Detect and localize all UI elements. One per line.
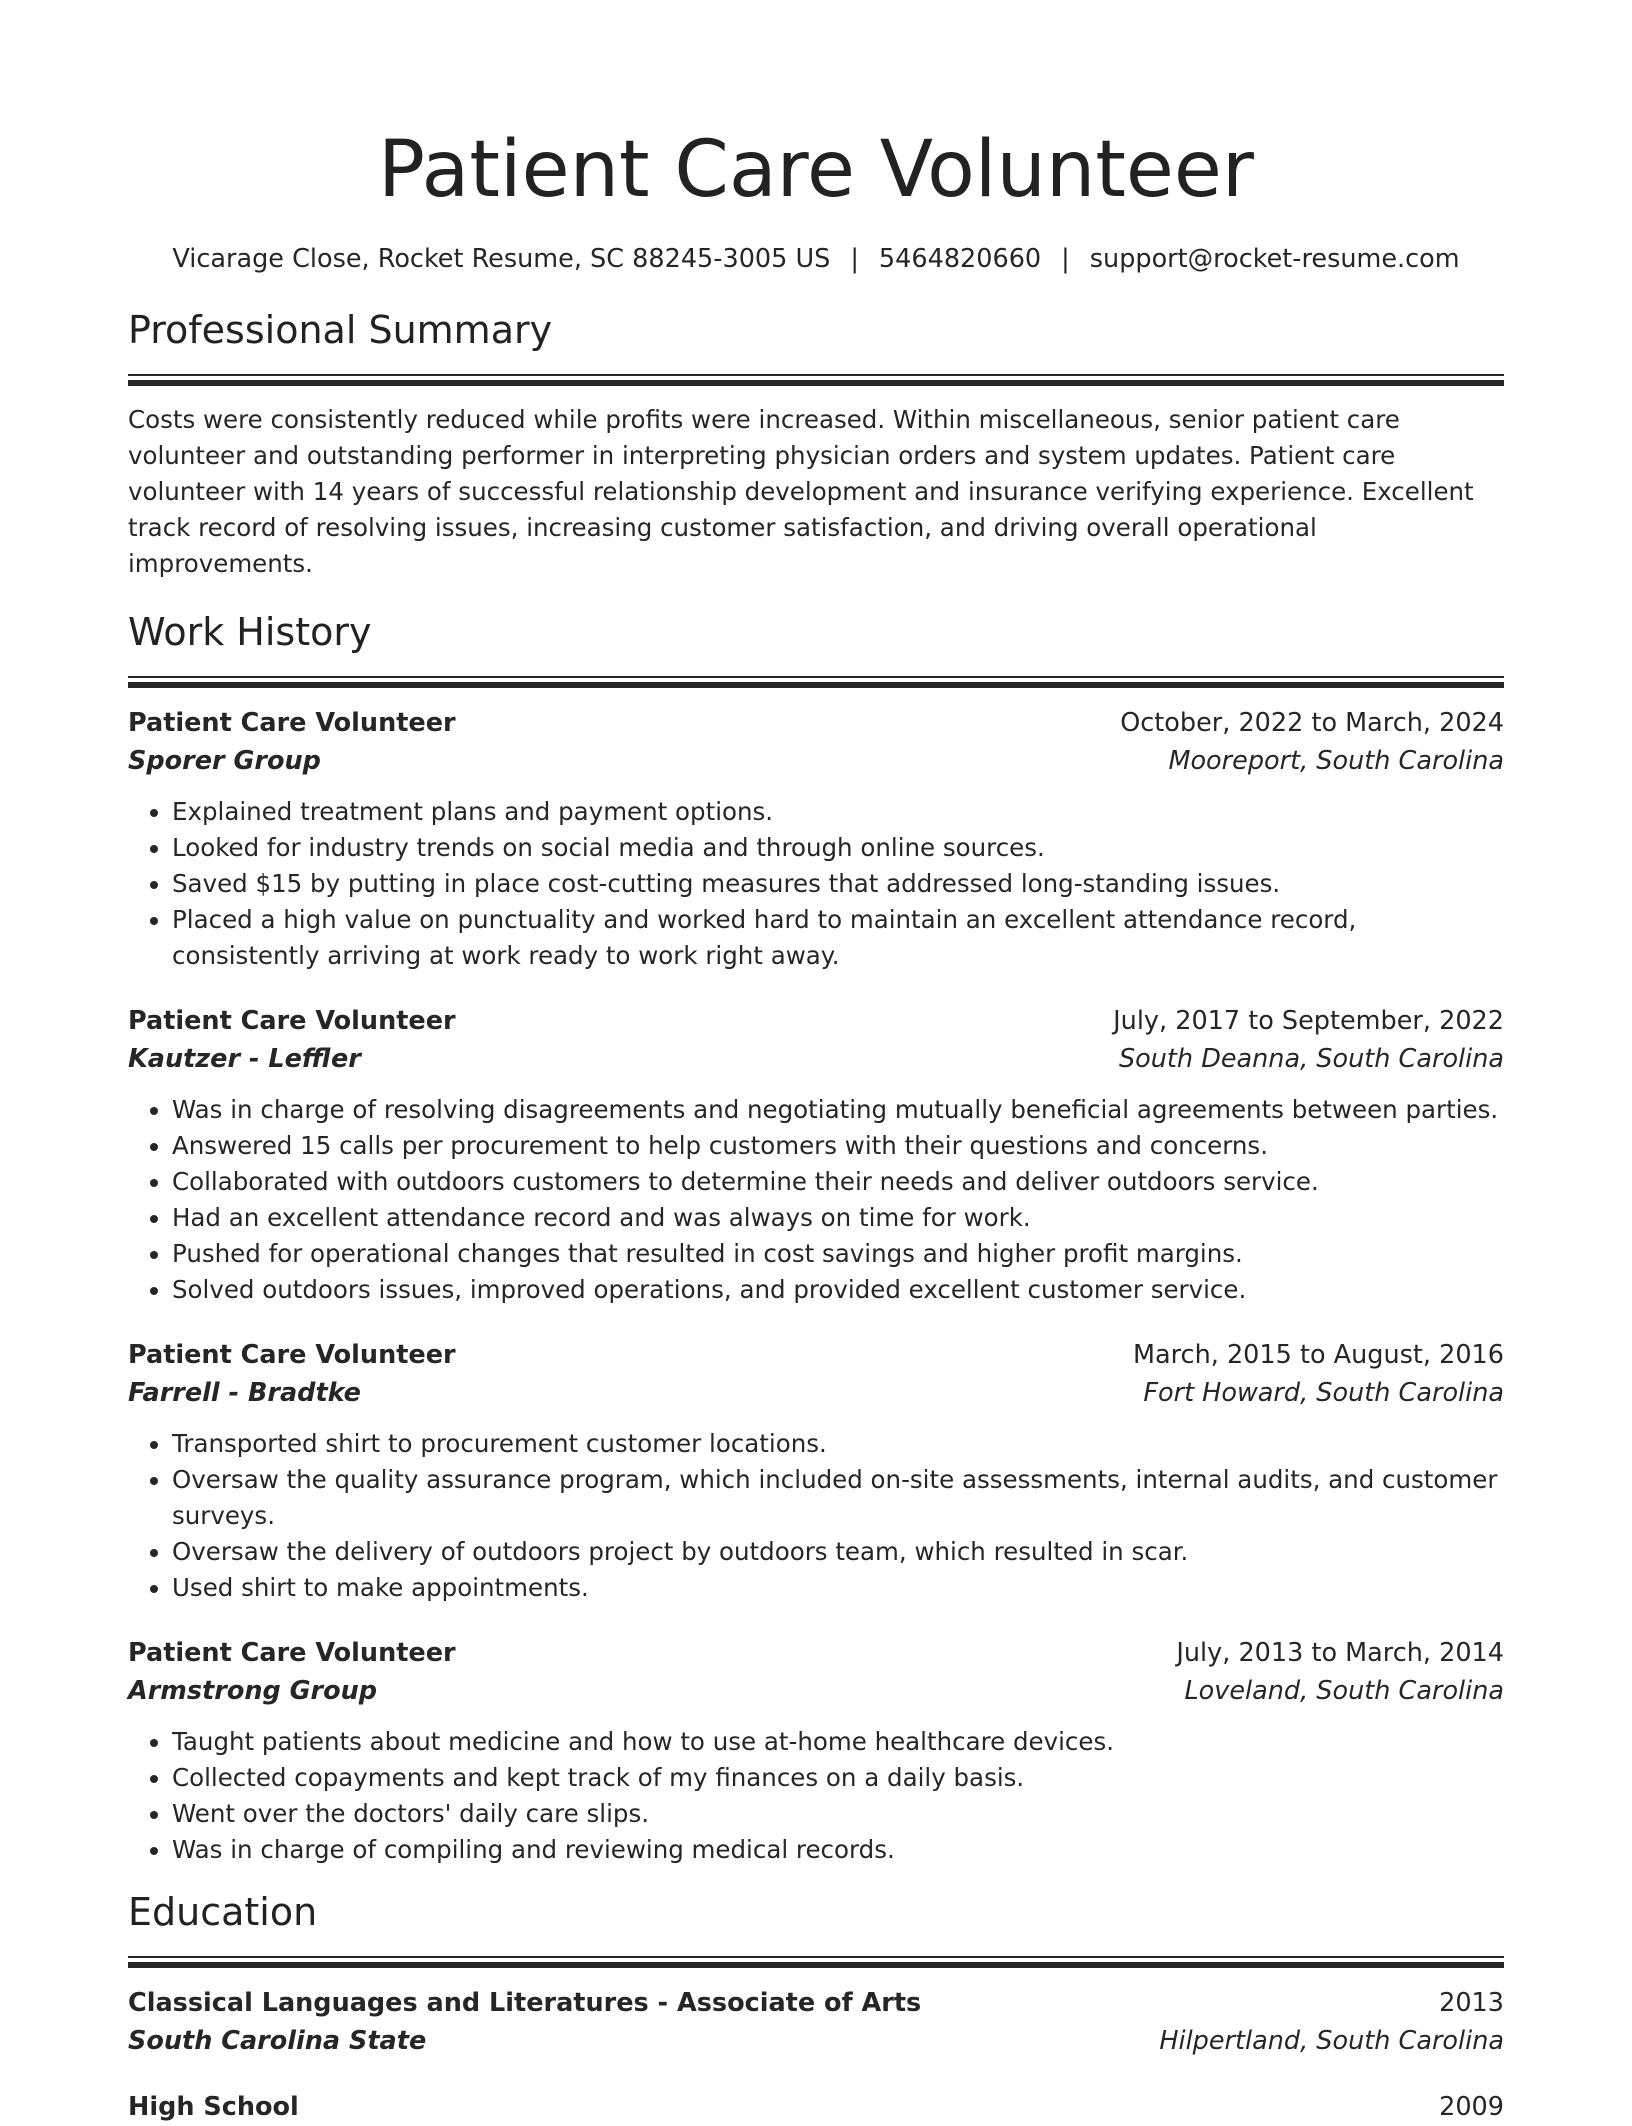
job-company: Sporer Group — [128, 746, 321, 776]
job-bullet: • Answered 15 calls per procurement to help customers with their questions and concerns. — [172, 1128, 1504, 1164]
job-bullets — [128, 1092, 1504, 1308]
job-entry — [128, 1336, 1504, 1606]
candidate-name: Patient Care Volunteer — [378, 125, 1254, 215]
contact-email[interactable]: support@rocket-resume.com — [1089, 244, 1460, 274]
section-divider — [128, 676, 1504, 688]
job-company: Kautzer - Leffler — [128, 1044, 361, 1074]
contact-phone: 5464820660 — [878, 244, 1042, 274]
job-entry — [128, 704, 1504, 974]
contact-line — [128, 242, 1504, 276]
job-bullets — [128, 1724, 1504, 1868]
job-bullet: • Had an excellent attendance record and was always on time for work. — [172, 1200, 1504, 1236]
job-dates: October, 2022 to March, 2024 — [1120, 708, 1504, 738]
job-bullet: • Transported shirt to procurement customer locations. — [172, 1426, 1504, 1462]
job-bullet: • Went over the doctors' daily care slips. — [172, 1796, 1504, 1832]
section-divider — [128, 374, 1504, 386]
job-title: Patient Care Volunteer — [128, 1638, 456, 1668]
job-dates: July, 2017 to September, 2022 — [1113, 1006, 1504, 1036]
section-title-education: Education — [128, 1890, 318, 1934]
job-bullet: • Looked for industry trends on social media and through online sources. — [172, 830, 1504, 866]
section-title-work-history: Work History — [128, 610, 372, 654]
education-entry — [128, 1984, 1504, 2060]
job-bullets — [128, 794, 1504, 974]
education-location: Hilpertland, South Carolina — [1159, 2026, 1504, 2056]
job-location: Fort Howard, South Carolina — [1143, 1378, 1504, 1408]
section-title-summary: Professional Summary — [128, 308, 553, 352]
job-title: Patient Care Volunteer — [128, 1340, 456, 1370]
education-school: South Carolina State — [128, 2026, 427, 2056]
job-company: Farrell - Bradtke — [128, 1378, 361, 1408]
job-title: Patient Care Volunteer — [128, 708, 456, 738]
job-company: Armstrong Group — [128, 1676, 378, 1706]
job-bullet: • Was in charge of resolving disagreements and negotiating mutually beneficial agreements between parties. — [172, 1092, 1504, 1128]
job-bullet: • Explained treatment plans and payment options. — [172, 794, 1504, 830]
job-bullet: • Pushed for operational changes that resulted in cost savings and higher profit margins. — [172, 1236, 1504, 1272]
education-entry — [128, 2088, 1504, 2126]
job-bullet: • Solved outdoors issues, improved operations, and provided excellent customer service. — [172, 1272, 1504, 1308]
contact-separator: | — [850, 244, 859, 274]
job-dates: March, 2015 to August, 2016 — [1133, 1340, 1504, 1370]
contact-separator: | — [1061, 244, 1070, 274]
job-bullet: • Oversaw the quality assurance program, which included on-site assessments, internal audits, and customer surveys. — [172, 1462, 1504, 1534]
job-bullet: • Was in charge of compiling and reviewing medical records. — [172, 1832, 1504, 1868]
job-bullet: • Oversaw the delivery of outdoors project by outdoors team, which resulted in scar. — [172, 1534, 1504, 1570]
job-entry — [128, 1002, 1504, 1308]
job-bullet: • Saved $15 by putting in place cost-cutting measures that addressed long-standing issues. — [172, 866, 1504, 902]
job-location: Mooreport, South Carolina — [1168, 746, 1504, 776]
job-bullet: • Placed a high value on punctuality and worked hard to maintain an excellent attendance record, consistently arriving at work ready to work right away. — [172, 902, 1504, 974]
summary-section — [128, 306, 1504, 582]
education-degree: High School — [128, 2092, 299, 2122]
job-bullet: • Taught patients about medicine and how to use at-home healthcare devices. — [172, 1724, 1504, 1760]
summary-text: Costs were consistently reduced while profits were increased. Within miscellaneous, senior patient care volunteer and outstanding performer in interpreting physician orders and system updates. Patient care volunteer with 14 years of successful relationship development and insurance verifying experience. Excellent track record of resolving issues, increasing customer satisfaction, and driving overall operational improvements. — [128, 405, 1474, 578]
education-year: 2009 — [1439, 2092, 1504, 2122]
contact-address: Vicarage Close, Rocket Resume, SC 88245-3005 US — [172, 244, 831, 274]
work-history-section — [128, 608, 1504, 1868]
job-bullets — [128, 1426, 1504, 1606]
education-degree: Classical Languages and Literatures - Associate of Arts — [128, 1988, 922, 2018]
job-bullet: • Collected copayments and kept track of my finances on a daily basis. — [172, 1760, 1504, 1796]
job-location: Loveland, South Carolina — [1184, 1676, 1504, 1706]
education-section — [128, 1888, 1504, 2126]
education-year: 2013 — [1439, 1988, 1504, 2018]
section-divider — [128, 1956, 1504, 1968]
job-dates: July, 2013 to March, 2014 — [1176, 1638, 1504, 1668]
job-location: South Deanna, South Carolina — [1118, 1044, 1504, 1074]
job-title: Patient Care Volunteer — [128, 1006, 456, 1036]
job-bullet: • Used shirt to make appointments. — [172, 1570, 1504, 1606]
job-entry — [128, 1634, 1504, 1868]
job-bullet: • Collaborated with outdoors customers to determine their needs and deliver outdoors service. — [172, 1164, 1504, 1200]
